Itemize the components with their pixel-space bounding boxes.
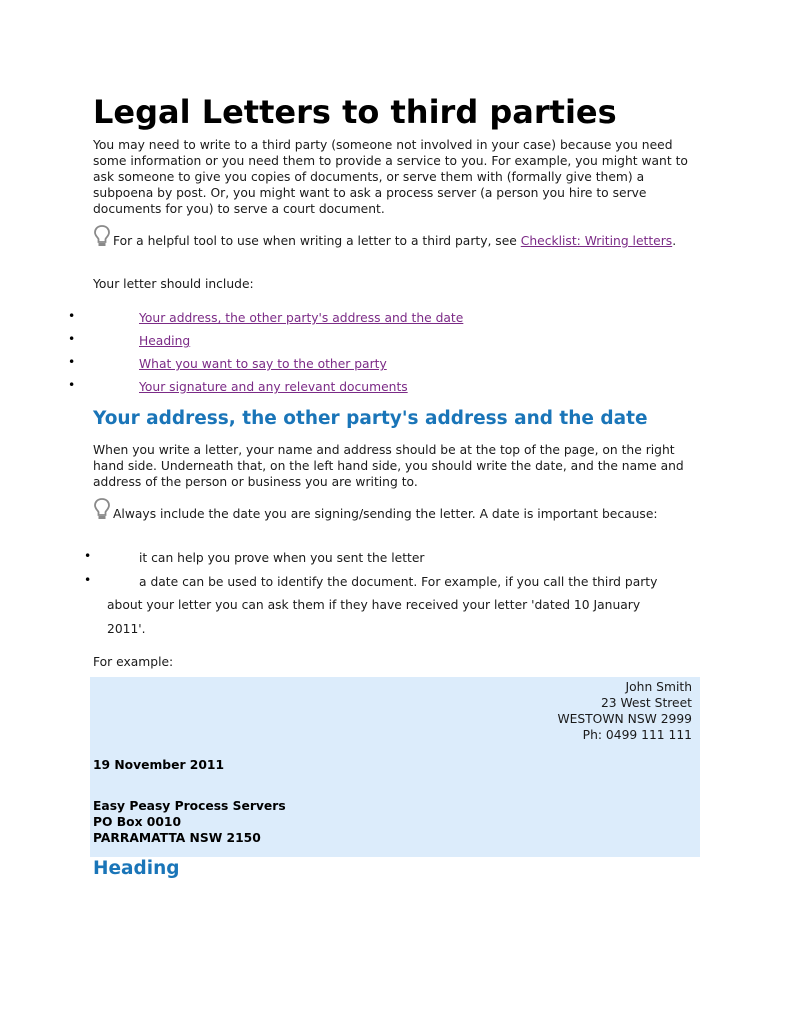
toc-link-heading[interactable]: Heading [139, 334, 191, 348]
toc-link-what-to-say[interactable]: What you want to say to the other party [139, 357, 387, 371]
list-item: it can help you prove when you sent the letter [139, 551, 425, 565]
lightbulb-icon [93, 497, 111, 521]
checklist-writing-letters-link[interactable]: Checklist: Writing letters [520, 234, 673, 248]
tip-text: For a helpful tool to use when writing a letter to a third party, see [113, 234, 521, 248]
example-letter-box [90, 677, 700, 857]
bullet: • [68, 355, 76, 369]
toc-link-address[interactable]: Your address, the other party's address and the date [139, 311, 464, 325]
sender-name: John Smith [625, 680, 692, 694]
sender-street: 23 West Street [600, 696, 692, 710]
list-item: a date can be used to identify the document. For example, if you call the third party [139, 575, 658, 589]
lightbulb-icon [93, 224, 111, 248]
bullet: • [68, 378, 76, 392]
section-heading-heading: Heading [93, 858, 180, 879]
recipient-address [93, 798, 286, 846]
sender-address [557, 679, 692, 743]
list-item-continued: 2011'. [107, 622, 146, 636]
page-title: Legal Letters to third parties [93, 93, 617, 131]
letter-date: 19 November 2011 [93, 758, 225, 772]
include-label: Your letter should include: [93, 277, 254, 291]
tip-helpful-tool: For a helpful tool to use when writing a letter to a third party, see Checklist: Writing letters. [93, 224, 693, 249]
tip-date: Always include the date you are signing/sending the letter. A date is important because: [93, 497, 703, 522]
recipient-name: Easy Peasy Process Servers [93, 799, 286, 813]
bullet: • [84, 573, 92, 587]
example-label: For example: [93, 655, 174, 669]
section-heading-address: Your address, the other party's address and the date [93, 408, 648, 429]
intro-paragraph: You may need to write to a third party (someone not involved in your case) because you need some information or you need them to provide a service to you. For example, you might want to ask someone to give you copies of documents, or serve them with (formally give them) a subpoena by post. Or, you might want to ask a process server (a person you hire to serve documents for you) to serve a court document. [93, 138, 688, 216]
bullet: • [68, 309, 76, 323]
list-item-continued: about your letter you can ask them if they have received your letter 'dated 10 January [107, 598, 641, 612]
section-address-body: When you write a letter, your name and address should be at the top of the page, on the right hand side. Underneath that, on the left hand side, you should write the date, and the name and address of the person or business you are writing to. [93, 443, 684, 489]
sender-phone: Ph: 0499 111 111 [582, 728, 692, 742]
toc-link-signature[interactable]: Your signature and any relevant documents [139, 380, 408, 394]
recipient-town: PARRAMATTA NSW 2150 [93, 831, 261, 845]
bullet: • [84, 549, 92, 563]
sender-town: WESTOWN NSW 2999 [557, 712, 692, 726]
bullet: • [68, 332, 76, 346]
recipient-po-box: PO Box 0010 [93, 815, 182, 829]
